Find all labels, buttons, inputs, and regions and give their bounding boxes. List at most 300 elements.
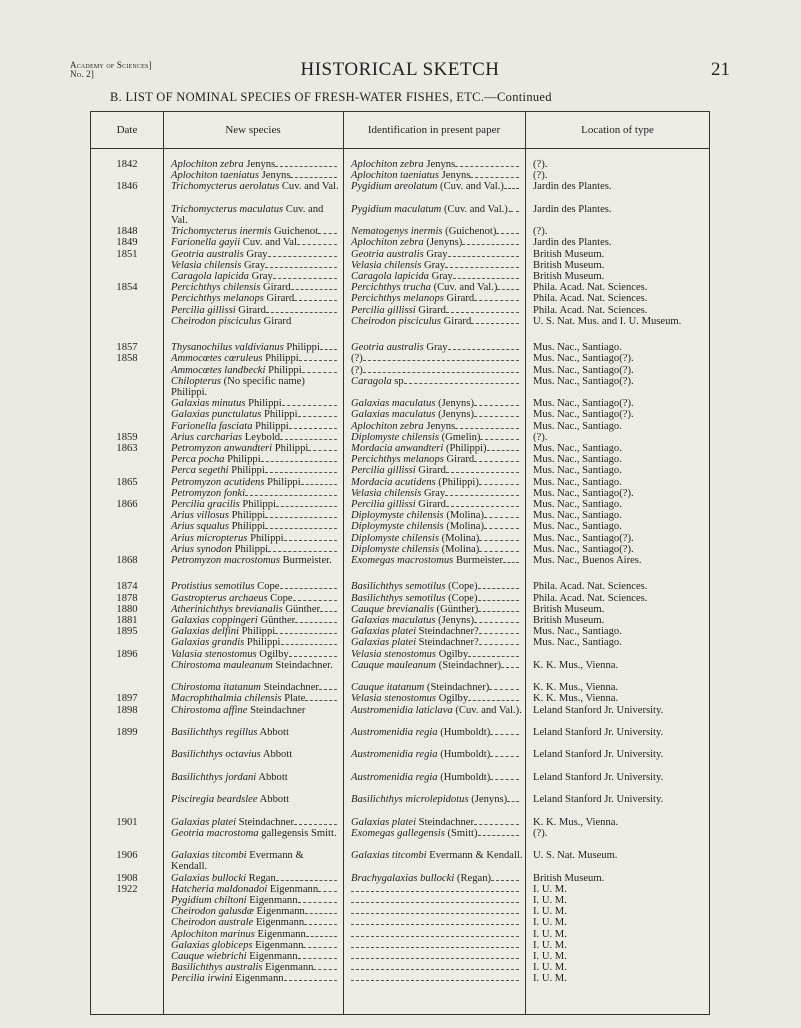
date-cell [91, 705, 163, 716]
table-row [91, 962, 709, 973]
identified-name: Percichthys melanops [351, 454, 444, 466]
dash-leader [282, 398, 337, 406]
location-text: K. K. Mus., Vienna. [533, 659, 619, 671]
date-cell [91, 499, 163, 510]
new-species-cell [163, 305, 343, 316]
species-author: Eigenmann [254, 928, 306, 940]
table-row [91, 817, 709, 828]
species-name: Percilia irwini [171, 973, 233, 985]
identified-name: Basilichthys microlepidotus [351, 794, 469, 806]
date-cell [91, 649, 163, 660]
new-species-cell [163, 962, 343, 973]
table-row [91, 906, 709, 917]
species-name: Basilichthys regillus [171, 727, 258, 738]
identified-name: Galaxias platei [351, 637, 417, 649]
identified-author: (Jenyns) [435, 409, 474, 421]
identified-author: (Molina) [438, 543, 480, 555]
location-cell [525, 615, 710, 626]
identified-author: (?) [351, 353, 363, 365]
location-cell [525, 626, 710, 637]
identification-cell [343, 682, 525, 693]
dash-leader [308, 443, 337, 451]
identified-name: Velasia chilensis [351, 259, 422, 271]
species-author: Abbott [260, 749, 293, 761]
location-text: British Museum. [533, 872, 605, 884]
dash-leader [478, 828, 519, 836]
identification-cell [343, 973, 525, 984]
new-species-cell [163, 649, 343, 660]
location-text: Mus. Nac., Santiago(?). [533, 487, 634, 499]
identification-cell [343, 593, 525, 604]
date-cell [91, 884, 163, 895]
species-name: Farionella fasciata [171, 420, 253, 432]
identification-cell [343, 555, 525, 566]
identified-name: Diplomyste chilensis [351, 431, 439, 443]
species-author: Philippi [272, 443, 309, 454]
dash-leader [289, 649, 337, 657]
location-text: I. U. M. [533, 906, 567, 918]
identification-cell [343, 929, 525, 940]
dash-leader [351, 940, 519, 948]
identification-cell [343, 940, 525, 951]
identified-author: (Jenyns) [423, 237, 463, 249]
identified-name: Diplomyste chilensis [351, 532, 439, 544]
species-name: Trichomycterus maculatus [171, 203, 284, 215]
species-name: Perca pocha [171, 454, 225, 466]
species-name: Galaxias delfini [171, 626, 239, 638]
table-row [91, 682, 709, 693]
dash-leader [305, 693, 337, 701]
identification-cell [343, 533, 525, 544]
new-species-cell [163, 906, 343, 917]
table-row [91, 828, 709, 850]
location-text: K. K. Mus., Vienna. [533, 816, 619, 828]
date-cell [91, 353, 163, 364]
new-species-cell [163, 342, 343, 353]
date-text: 1857 [116, 342, 138, 354]
table-row [91, 705, 709, 727]
table-caption: B. LIST OF NOMINAL SPECIES OF FRESH-WATER FISHES, ETC.—Continued [110, 90, 552, 104]
location-text: Jardin des Plantes. [533, 203, 612, 215]
new-species-cell [163, 477, 343, 488]
identified-name: Galaxias platei [351, 816, 417, 828]
identified-name: Galaxias maculatus [351, 409, 436, 421]
species-author: Steindachner [236, 816, 294, 828]
identification-cell [343, 170, 525, 181]
dash-leader [507, 794, 519, 802]
location-cell [525, 409, 710, 420]
identified-name: Percichthys trucha [351, 282, 431, 294]
table-row [91, 693, 709, 704]
table-row [91, 353, 709, 364]
location-cell [525, 398, 710, 409]
location-cell [525, 465, 710, 476]
location-text: I. U. M. [533, 973, 567, 985]
table-row [91, 727, 709, 749]
new-species-cell [163, 521, 343, 532]
species-name: Chirostoma affine [171, 704, 248, 716]
identified-author: (Cuv. and Val.) [437, 181, 504, 193]
identification-cell [343, 181, 525, 192]
dash-leader [284, 533, 337, 541]
new-species-cell [163, 204, 343, 226]
dash-leader [446, 465, 519, 473]
dash-leader [510, 204, 519, 212]
date-cell [91, 615, 163, 626]
identified-author: (Humboldt) [437, 727, 491, 738]
dash-leader [484, 510, 519, 518]
new-species-cell [163, 499, 343, 510]
identified-name: Cheirodon pisciculus [351, 315, 441, 327]
table-row [91, 873, 709, 884]
table-row [91, 973, 709, 984]
species-name: Protistius semotilus [171, 581, 255, 593]
species-name: Trichomycterus inermis [171, 226, 272, 238]
location-text: Phila. Acad. Nat. Sciences. [533, 293, 648, 305]
species-author: Philippi [228, 465, 265, 477]
location-cell [525, 727, 710, 738]
location-text: Leland Stanford Jr. University. [533, 771, 664, 783]
date-cell [91, 342, 163, 353]
dash-leader [297, 237, 337, 245]
table-row [91, 421, 709, 432]
species-name: Basilichthys jordani [171, 771, 257, 783]
journal-name: Academy of Sciences] [70, 60, 152, 70]
date-cell [91, 159, 163, 170]
dash-leader [446, 305, 519, 313]
date-text: 1906 [116, 850, 138, 862]
table-row [91, 917, 709, 928]
identified-author: Steindachner? [416, 626, 479, 638]
species-author: Girard [260, 315, 292, 327]
species-name: Cheirodon australe [171, 917, 254, 929]
date-text: 1849 [116, 237, 138, 249]
new-species-cell [163, 353, 343, 364]
new-species-cell [163, 850, 343, 872]
dash-leader [281, 637, 338, 645]
species-name: Galaxias minutus [171, 398, 246, 410]
identified-name: Exomegas gallegensis [351, 827, 445, 839]
location-cell [525, 895, 710, 906]
identification-cell [343, 488, 525, 499]
location-cell [525, 850, 710, 861]
new-species-cell [163, 316, 343, 327]
date-cell [91, 555, 163, 566]
date-cell [91, 477, 163, 488]
species-name: Aplochiton taeniatus [171, 170, 259, 182]
location-cell [525, 544, 710, 555]
new-species-cell [163, 260, 343, 271]
new-species-cell [163, 828, 343, 839]
location-cell [525, 342, 710, 353]
identified-author: (Smitt) [444, 827, 478, 839]
dash-leader [448, 249, 519, 257]
identified-author: sp [391, 375, 404, 387]
identified-name: Galaxias maculatus [351, 398, 436, 410]
identified-author: (Humboldt) [437, 749, 491, 761]
identified-author: (Guichenot) [442, 226, 497, 238]
location-cell [525, 917, 710, 928]
table-row [91, 443, 709, 454]
location-cell [525, 693, 710, 704]
location-text: Jardin des Plantes. [533, 237, 612, 249]
dash-leader [280, 432, 337, 440]
location-text: Mus. Nac., Santiago(?). [533, 532, 634, 544]
species-name: Arius villosus [171, 510, 229, 522]
location-cell [525, 533, 710, 544]
location-text: Mus. Nac., Santiago(?). [533, 543, 634, 555]
date-text: 1898 [116, 704, 138, 716]
identification-cell [343, 626, 525, 637]
identified-author: Steindachner [416, 816, 474, 828]
date-text: 1897 [116, 693, 138, 705]
location-text: I. U. M. [533, 917, 567, 929]
species-name: Galaxias globiceps [171, 939, 253, 951]
location-cell [525, 204, 710, 215]
dash-leader [291, 282, 337, 290]
dash-leader [455, 421, 519, 429]
species-author: Girard [260, 282, 291, 294]
species-name: Farionella gayii [171, 237, 241, 249]
dash-leader [293, 593, 337, 601]
location-text: Mus. Nac., Santiago. [533, 342, 622, 354]
location-text: K. K. Mus., Vienna. [533, 682, 619, 694]
new-species-cell [163, 293, 343, 304]
identified-author: (?) [351, 364, 363, 376]
new-species-cell [163, 951, 343, 962]
date-text: 1896 [116, 648, 138, 660]
identification-cell [343, 604, 525, 615]
dash-leader [320, 604, 337, 612]
location-cell [525, 604, 710, 615]
date-cell [91, 181, 163, 192]
identified-author: (Cuv. and Val.). [452, 704, 522, 716]
dash-leader [453, 271, 519, 279]
identification-cell [343, 581, 525, 592]
dash-leader [351, 884, 519, 892]
species-author: Gray [243, 248, 268, 260]
table-row [91, 342, 709, 353]
species-name: Cauque wiebrichi [171, 951, 247, 962]
location-cell [525, 555, 710, 566]
table-row [91, 249, 709, 260]
dash-leader [302, 365, 337, 373]
species-name: Arius synodon [171, 543, 232, 555]
species-name: Percichthys chilensis [171, 282, 261, 294]
species-name: Basilichthys australis [171, 962, 263, 974]
new-species-cell [163, 271, 343, 282]
column-header-date: Date [116, 124, 138, 136]
identified-author: (Steindachner) [436, 659, 502, 671]
identified-name: Diploymyste chilensis [351, 510, 444, 522]
species-author: Cuv. and Val. [171, 203, 324, 226]
dash-leader [504, 181, 519, 189]
location-text: I. U. M. [533, 883, 567, 895]
identified-author: (Molina) [443, 510, 484, 522]
new-species-cell [163, 593, 343, 604]
species-name: Velasia chilensis [171, 259, 242, 271]
location-text: Mus. Nac., Santiago(?). [533, 398, 634, 410]
species-name: Galaxias coppingeri [171, 615, 258, 626]
new-species-cell [163, 533, 343, 544]
identified-author: (Jenyns) [435, 398, 474, 410]
location-text: British Museum. [533, 271, 605, 282]
species-name: Aplochiton marinus [171, 928, 255, 940]
species-author: Eigenmann [253, 906, 305, 918]
date-cell [91, 873, 163, 884]
new-species-cell [163, 727, 343, 738]
species-name: Aplochiton zebra [171, 159, 244, 170]
table-row [91, 465, 709, 476]
date-text: 1881 [116, 615, 138, 626]
new-species-cell [163, 170, 343, 181]
date-text: 1865 [116, 476, 138, 488]
dash-leader [284, 973, 337, 981]
identification-cell [343, 282, 525, 293]
dash-leader [351, 906, 519, 914]
identification-cell [343, 465, 525, 476]
identified-author: Jenyns [423, 159, 456, 170]
location-text: I. U. M. [533, 939, 567, 951]
dash-leader [478, 581, 519, 589]
identification-cell [343, 237, 525, 248]
dash-leader [289, 421, 337, 429]
location-cell [525, 794, 710, 805]
species-name: Petromyzon acutidens [171, 476, 265, 488]
table-row [91, 271, 709, 282]
species-author: Plate [281, 693, 306, 705]
species-author: Cope [254, 581, 280, 593]
dash-leader [280, 581, 338, 589]
dash-leader [303, 940, 337, 948]
identified-author: (Philippi) [443, 443, 487, 454]
location-cell [525, 772, 710, 783]
species-name: Cheirodon galusdæ [171, 906, 254, 918]
location-text: Mus. Nac., Buenos Aires. [533, 555, 642, 566]
species-name: Galaxias grandis [171, 637, 245, 649]
location-cell [525, 477, 710, 488]
dash-leader [501, 660, 519, 668]
new-species-cell [163, 488, 343, 499]
date-cell [91, 593, 163, 604]
location-text: U. S. Nat. Museum. [533, 850, 618, 862]
identification-cell [343, 521, 525, 532]
location-text: Phila. Acad. Nat. Sciences. [533, 304, 648, 316]
species-name: Percilia gillissi [171, 304, 236, 316]
identified-author: Girard [440, 315, 472, 327]
new-species-cell [163, 159, 343, 170]
table-row [91, 204, 709, 226]
date-text: 1866 [116, 499, 138, 510]
new-species-cell [163, 432, 343, 443]
table-row [91, 293, 709, 304]
identified-author: (Cope) [445, 581, 478, 593]
new-species-cell [163, 226, 343, 237]
location-text: Phila. Acad. Nat. Sciences. [533, 581, 648, 593]
date-text: 1868 [116, 555, 138, 566]
dash-leader [294, 817, 337, 825]
location-text: Mus. Nac., Santiago(?). [533, 409, 634, 421]
location-text: Leland Stanford Jr. University. [533, 704, 664, 716]
dash-leader [490, 727, 519, 735]
new-species-cell [163, 581, 343, 592]
identification-cell [343, 454, 525, 465]
species-author: Gray [248, 271, 273, 282]
identified-name: Galaxias maculatus [351, 615, 436, 626]
identification-cell [343, 353, 525, 364]
location-cell [525, 637, 710, 648]
dash-leader [363, 353, 519, 361]
identified-author: Girard [443, 293, 475, 305]
new-species-cell [163, 917, 343, 928]
dash-leader [351, 917, 519, 925]
new-species-cell [163, 443, 343, 454]
identification-cell [343, 649, 525, 660]
dash-leader [298, 895, 337, 903]
species-author: Steindachner [260, 682, 319, 694]
species-name: Galaxias platei [171, 816, 237, 828]
species-author: Philippi [238, 626, 276, 638]
species-author: Eigenmann [246, 895, 298, 906]
dash-leader [479, 626, 519, 634]
identified-name: Cauque itatanum [351, 682, 425, 694]
location-cell [525, 749, 710, 760]
dash-leader [446, 499, 519, 507]
table-row [91, 170, 709, 181]
location-cell [525, 593, 710, 604]
location-cell [525, 443, 710, 454]
identification-cell [343, 951, 525, 962]
location-text: Mus. Nac., Santiago. [533, 420, 622, 432]
new-species-cell [163, 544, 343, 555]
dash-leader [306, 929, 337, 937]
identified-author: (Molina) [443, 521, 484, 533]
species-name: Arius micropterus [171, 532, 248, 544]
identified-author: Burmeister [453, 555, 504, 566]
identified-name: Pygidium maculatum [351, 203, 442, 215]
table-row [91, 260, 709, 271]
new-species-cell [163, 973, 343, 984]
new-species-cell [163, 682, 343, 693]
table-row [91, 544, 709, 555]
identified-author: (Cope) [445, 592, 478, 604]
date-cell [91, 237, 163, 248]
location-text: I. U. M. [533, 962, 567, 974]
dash-leader [468, 693, 519, 701]
dash-leader [445, 260, 519, 268]
identified-name: Aplochiton zebra [351, 237, 424, 249]
identified-name: Galaxias platei [351, 626, 417, 638]
location-cell [525, 817, 710, 828]
date-cell [91, 249, 163, 260]
identified-author: Gray [423, 342, 448, 354]
column-header-identification: Identification in present paper [367, 124, 501, 136]
identified-name: Cauque mauleanum [351, 659, 437, 671]
new-species-cell [163, 454, 343, 465]
date-text: 1858 [116, 353, 138, 365]
date-cell [91, 604, 163, 615]
identification-cell [343, 873, 525, 884]
location-text: Mus. Nac., Santiago. [533, 443, 622, 454]
species-author: Eigenmann [232, 973, 284, 985]
species-author: Jenyns [258, 170, 291, 182]
location-text: British Museum. [533, 615, 605, 626]
identified-author: (Günther) [433, 603, 479, 615]
species-name: Geotria macrostoma [171, 827, 259, 839]
table-row [91, 850, 709, 872]
dash-leader [275, 626, 337, 634]
location-text: I. U. M. [533, 895, 567, 906]
